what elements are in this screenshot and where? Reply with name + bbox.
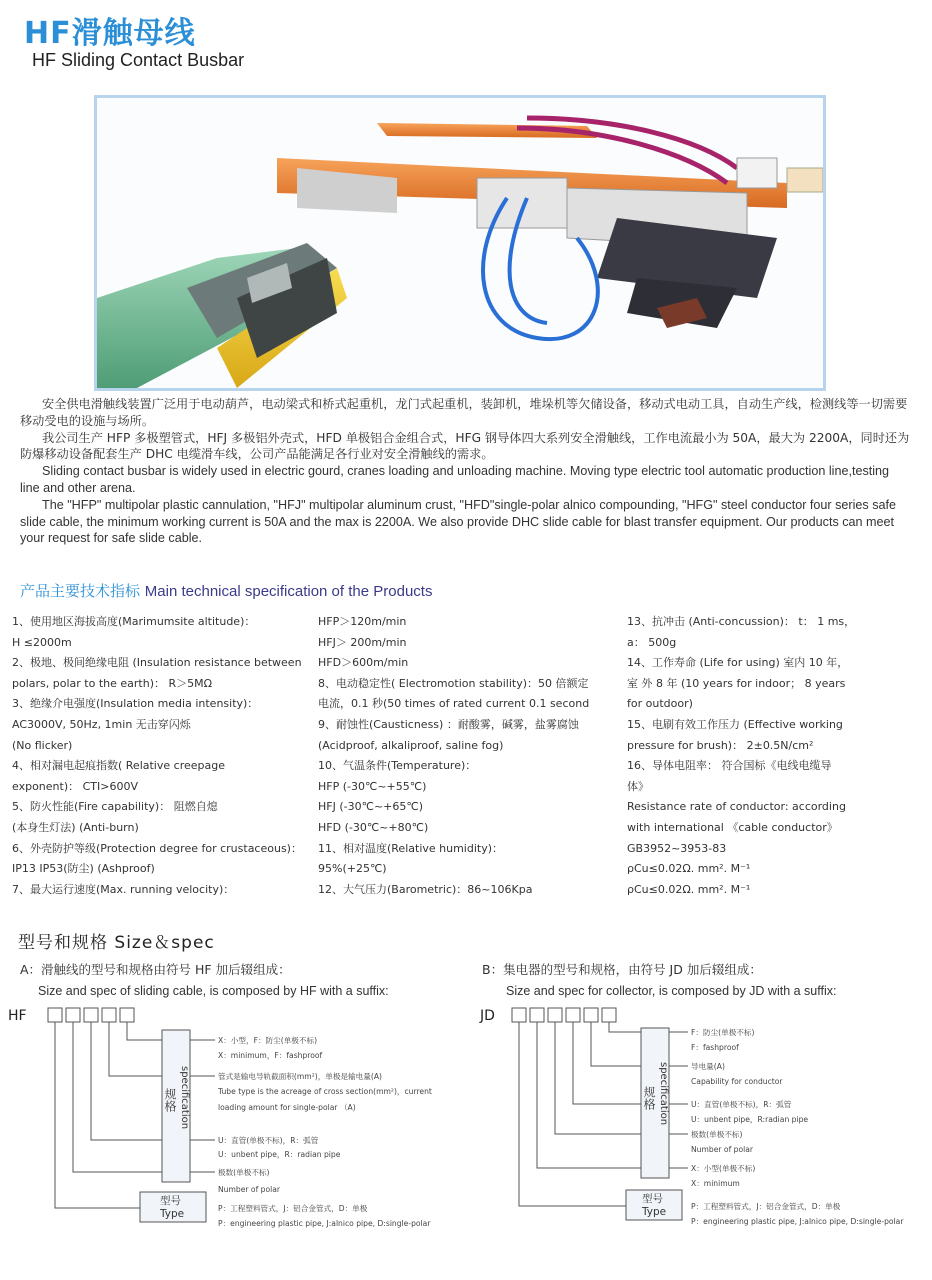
type-label-cn-b: 型号 (642, 1193, 663, 1205)
spec-line: 10、气温条件(Temperature)： (318, 759, 477, 773)
intro-text (20, 396, 910, 547)
size-a-title-en: Size and spec of sliding cable, is composed by HF with a suffix: (38, 984, 389, 998)
spec-label-en-b: specification (658, 1062, 669, 1126)
diagram-label: Capability for conductor (691, 1077, 783, 1086)
page-title: HF滑触母线 (24, 16, 196, 51)
spec-line: 16、导体电阻率： 符合国标《电线电缆导 (627, 759, 832, 773)
diagram-label: P：工程塑料管式，J：铝合金管式，D：单极 (691, 1202, 841, 1211)
spec-line: (Acidproof, alkaliproof, saline fog) (318, 738, 504, 752)
spec-line: HFD＞600m/min (318, 656, 409, 670)
spec-line: 7、最大运行速度(Max. running velocity)： (12, 882, 235, 896)
intro-paragraph-en-2: The "HFP" multipolar plastic cannulation, "HFJ" multipolar aluminum crust, "HFD"single-polar alnico compounding, "HFG" steel conductor four series safe slide cable, the minimum working current is 50A and the max is 2200A. We also provide DHC slide cable for blast transfer equipment. Our products can meet your request for safe slide cable. (20, 497, 897, 546)
spec-line: Resistance rate of conductor: according (627, 800, 846, 814)
spec-label-cn-b: 规格 (642, 1086, 656, 1110)
diagram-label: Tube type is the acreage of cross section(mm²)，current (218, 1087, 432, 1096)
spec-label-en-a: specification (179, 1066, 190, 1130)
spec-line: HFD (-30℃~+80℃) (318, 820, 429, 834)
spec-line: exponent)： CTI>600V (12, 779, 138, 793)
jd-prefix: JD (480, 1008, 495, 1024)
spec-column-1 (12, 612, 312, 900)
type-label-en-b: Type (642, 1206, 667, 1218)
spec-line: ρCu≤0.02Ω. mm². M⁻¹ (627, 862, 751, 876)
spec-column-3 (627, 612, 927, 900)
diagram-label: F：fashproof (691, 1043, 739, 1052)
diagram-label: F：防尘(单极不标) (691, 1028, 755, 1037)
diagram-label: 极数(单极不标) (691, 1130, 743, 1139)
size-b-title (482, 960, 836, 998)
spec-line: for outdoor) (627, 697, 693, 711)
spec-heading (20, 580, 432, 601)
size-a-title-cn: A：滑触线的型号和规格由符号 HF 加后辍组成： (20, 962, 291, 977)
intro-paragraph-cn-2: 我公司生产 HFP 多极塑管式，HFJ 多极铝外壳式，HFD 单极铝合金组合式，HFG 钢导体四大系列安全滑触线，工作电流最小为 50A，最大为 2200A，同时还为防爆移动设备配套生产 DHC 电缆滑车线，公司产品能满足各行业对安全滑触线的需求。 (20, 430, 910, 462)
spec-line: 8、电动稳定性( Electromotion stability)：50 倍额定 (318, 676, 589, 690)
size-b-title-cn: B：集电器的型号和规格，由符号 JD 加后辍组成： (482, 962, 762, 977)
spec-line: (本身生灯法) (Anti-burn) (12, 820, 139, 834)
diagram-label: 极数(单极不标) (218, 1168, 270, 1177)
diagram-label: U：直管(单极不标)，R：弧管 (691, 1100, 792, 1109)
spec-line: 6、外壳防护等级(Protection degree for crustaceous)： (12, 841, 302, 855)
type-label-en-a: Type (160, 1208, 185, 1220)
diagram-label: U：unbent pipe，R：radian pipe (218, 1150, 341, 1159)
spec-line: 12、大气压力(Barometric)：86~106Kpa (318, 882, 533, 896)
spec-line: with international 《cable conductor》 (627, 820, 838, 834)
spec-line: 1、使用地区海拔高度(Marimumsite altitude)： (12, 615, 256, 628)
product-photo (94, 95, 826, 391)
spec-line: (No flicker) (12, 738, 73, 752)
size-spec-heading: 型号和规格 Size＆spec (18, 933, 215, 953)
spec-line: polars, polar to the earth)： R＞5MΩ (12, 676, 213, 690)
hf-prefix: HF (8, 1008, 27, 1024)
diagram-label: P：engineering plastic pipe, J:alnico pipe, D:single-polar (218, 1219, 431, 1228)
spec-line: 11、相对温度(Relative humidity)： (318, 841, 504, 855)
diagram-label: U：unbent pipe，R:radian pipe (691, 1115, 809, 1124)
diagram-label: X：minimum (691, 1179, 740, 1188)
diagram-label: X：minimum，F：fashproof (218, 1051, 323, 1060)
spec-line: ρCu≤0.02Ω. mm². M⁻¹ (627, 882, 751, 896)
spec-line: pressure for brush)： 2±0.5N/cm² (627, 738, 814, 752)
spec-line: 电流，0.1 秒(50 times of rated current 0.1 second (318, 697, 590, 711)
spec-column-2 (318, 612, 618, 900)
size-b-title-en: Size and spec for collector, is composed by JD with a suffix: (506, 984, 837, 998)
intro-paragraph-cn-1: 安全供电滑触线装置广泛用于电动葫芦，电动梁式和桥式起重机，龙门式起重机，装卸机，堆垛机等欠储设备，移动式电动工具，自动生产线，检测线等一切需要移动受电的设施与场所。 (20, 397, 908, 428)
spec-line: HFJ (-30℃~+65℃) (318, 800, 424, 814)
diagram-label: X：小型(单极不标) (691, 1164, 756, 1173)
diagram-label: 导电量(A) (691, 1062, 725, 1071)
spec-line: 5、防火性能(Fire capability)： 阻燃自熄 (12, 800, 218, 814)
diagram-label: P：engineering plastic pipe, J:alnico pipe, D:single-polar (691, 1217, 904, 1226)
spec-line: HFJ＞ 200m/min (318, 635, 407, 649)
diagram-label: loading amount for single-polar （A) (218, 1103, 356, 1112)
spec-line: 2、极地、极间绝缘电阻 (Insulation resistance between (12, 656, 302, 670)
spec-line: IP13 IP53(防尘) (Ashproof) (12, 862, 155, 876)
diagram-label: X：小型，F：防尘(单极不标) (218, 1036, 318, 1045)
diagram-label: Number of polar (218, 1185, 281, 1194)
spec-line: AC3000V, 50Hz, 1min 无击穿闪烁 (12, 717, 191, 731)
spec-heading-en: Main technical specification of the Products (144, 583, 433, 600)
type-label-cn-a: 型号 (160, 1195, 181, 1207)
spec-line: 3、绝缘介电强度(Insulation media intensity)： (12, 697, 259, 711)
page-subtitle: HF Sliding Contact Busbar (32, 50, 245, 70)
spec-line: 14、工作寿命 (Life for using) 室内 10 年， (627, 656, 849, 670)
spec-heading-cn: 产品主要技术指标 (20, 582, 141, 600)
spec-line: a： 500g (627, 635, 677, 649)
intro-paragraph-en-1: Sliding contact busbar is widely used in electric gourd, cranes loading and unloading machine. Moving type electric tool automatic production line,testing line and other arena. (20, 464, 890, 495)
size-a-title (20, 960, 389, 998)
jd-code-diagram (476, 1000, 932, 1240)
diagram-label: Number of polar (691, 1145, 754, 1154)
diagram-label: U：直管(单极不标)，R：弧管 (218, 1136, 319, 1145)
spec-line: 9、耐蚀性(Causticness) ：耐酸雾，碱雾，盐雾腐蚀 (318, 717, 579, 731)
diagram-label: 管式是输电导轨截面积(mm²)，单极是输电量(A) (218, 1072, 382, 1081)
spec-line: 13、抗冲击 (Anti-concussion)： t： 1 ms， (627, 615, 856, 628)
spec-line: HFP＞120m/min (318, 615, 407, 628)
spec-line: 15、电刷有效工作压力 (Effective working (627, 717, 843, 731)
spec-line: 体》 (627, 779, 649, 793)
hf-code-diagram (0, 1000, 470, 1240)
spec-line: 室 外 8 年 (10 years for indoor； 8 years (627, 676, 846, 690)
spec-label-cn-a: 规格 (163, 1088, 177, 1112)
busbar-illustration (97, 98, 823, 388)
spec-line: HFP (-30℃~+55℃) (318, 779, 427, 793)
spec-line: H ≤2000m (12, 635, 72, 649)
spec-line: 95%(+25℃) (318, 862, 387, 876)
spec-line: GB3952~3953-83 (627, 841, 727, 855)
spec-line: 4、相对漏电起痕指数( Relative creepage (12, 759, 225, 773)
diagram-label: P：工程塑料管式，J：铝合金管式，D：单极 (218, 1204, 368, 1213)
